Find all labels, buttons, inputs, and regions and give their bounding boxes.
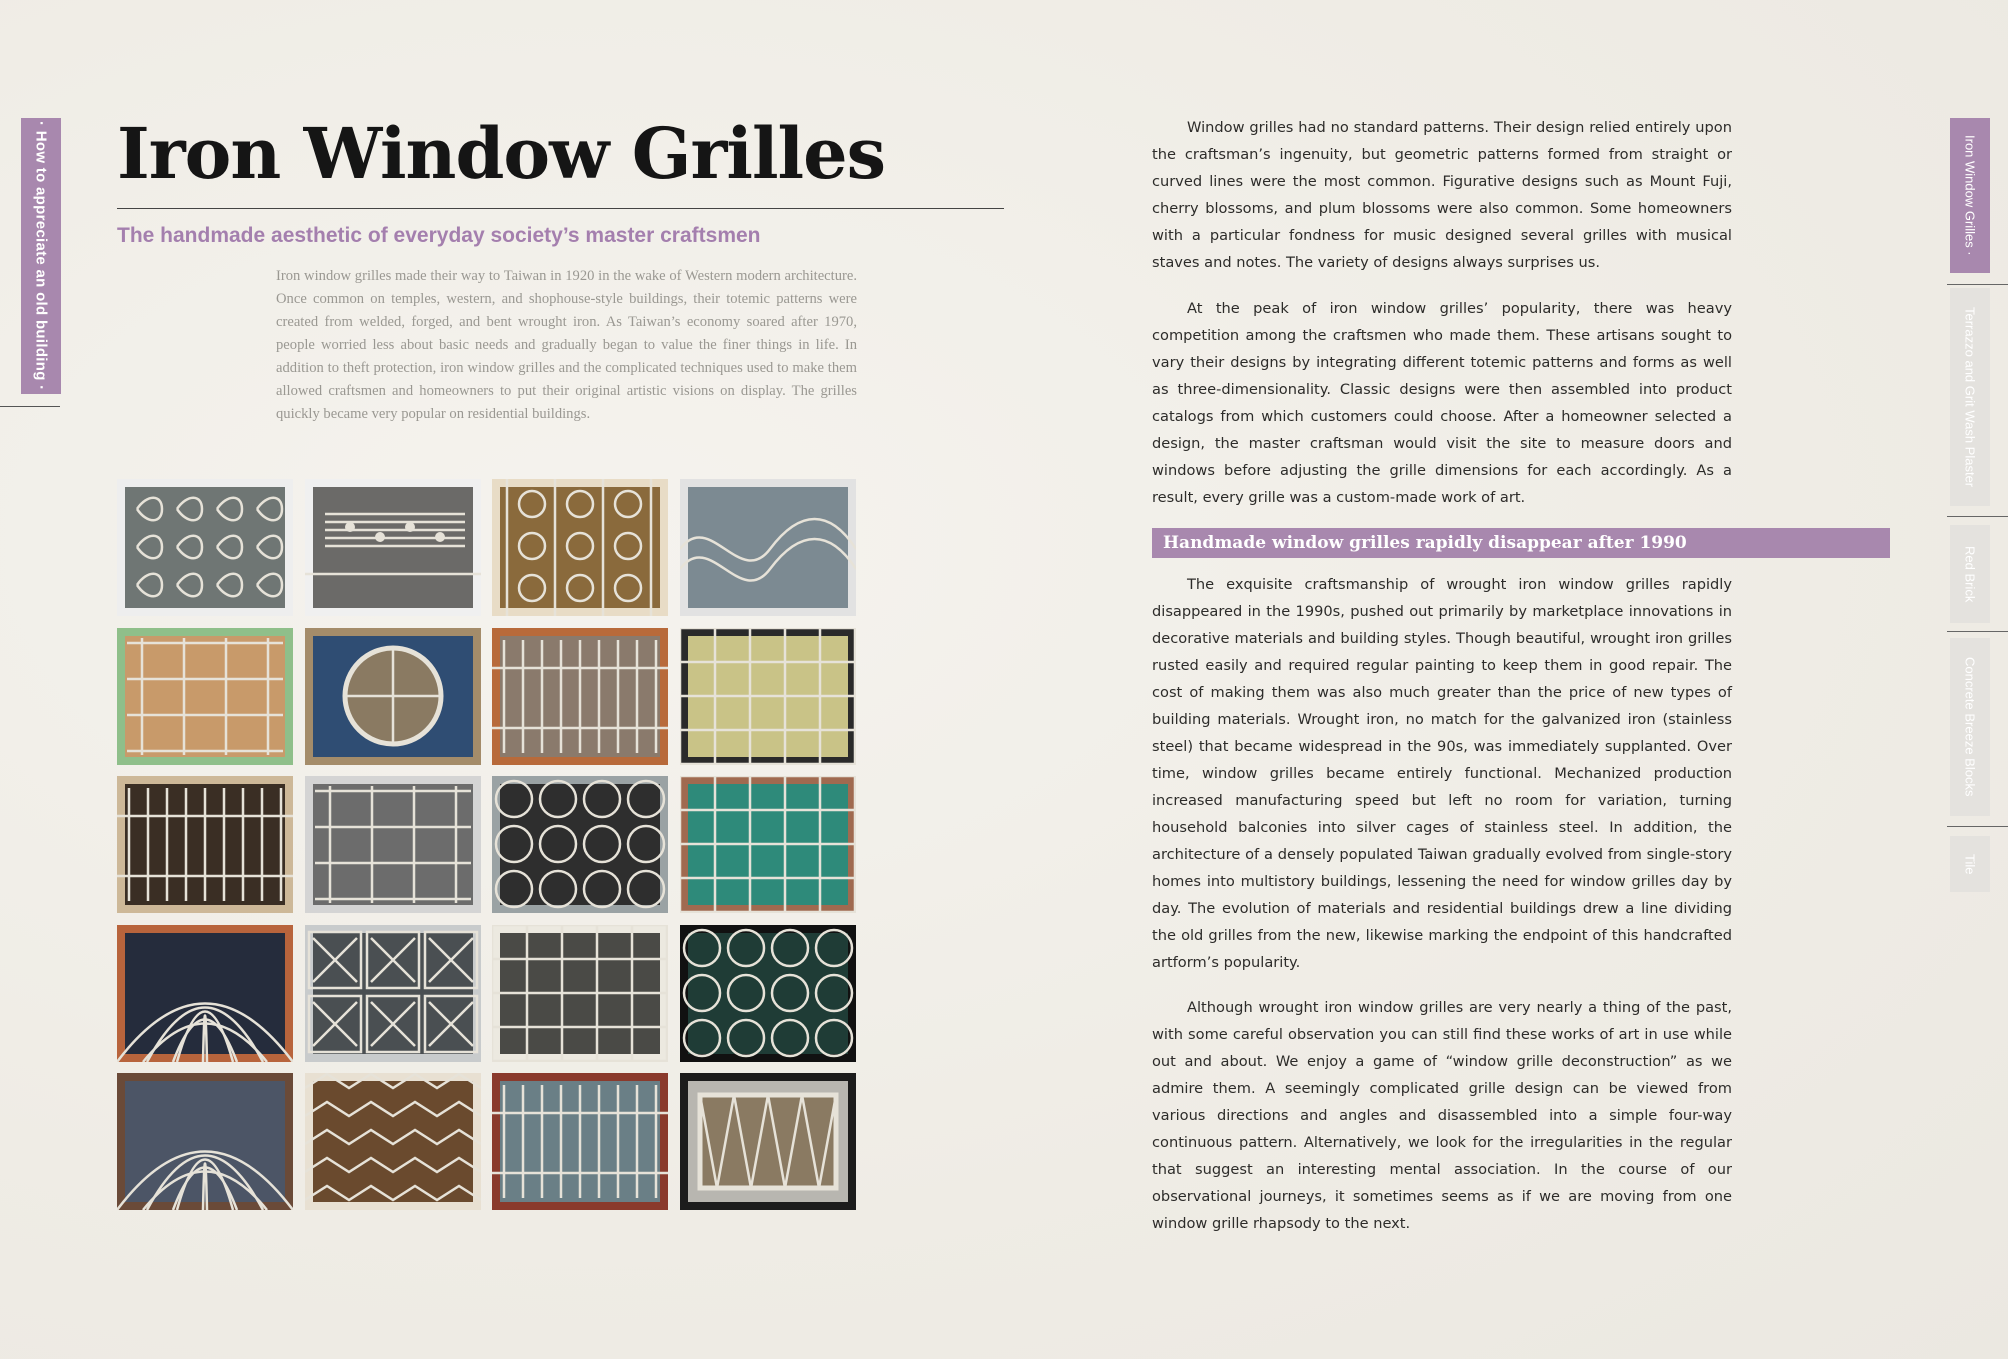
tab-label: Concrete Breeze Blocks	[1962, 657, 1978, 797]
tab-divider	[1947, 516, 2008, 517]
section-tab-left[interactable]	[21, 118, 61, 394]
body-paragraph-4: Although wrought iron window grilles are very nearly a thing of the past, with some careful observation you can still find these works of art in use while out and about. We enjoy a game of “window grille deconstruction” as we admire them. A seemingly complicated grille design can be viewed from various directions and angles and disassembled into a simple four-way continuous pattern. Alternatively, we look for the irregularities in the regular that suggest an interesting mental association. In the course of our observational journeys, it sometimes seems as if we are moving from one window grille rhapsody to the next.	[1152, 999, 1732, 1232]
body-paragraph-3: The exquisite craftsmanship of wrought iron window grilles rapidly disappeared in the 1990s, pushed out primarily by marketplace innovations in decorative materials and building styles. Though beautiful, wrought iron grilles rusted easily and required regular painting to keep them in good repair. The cost of making them was also much greater than the price of new types of building materials. Wrought iron, no match for the galvanized iron (stainless steel) that became widespread in the 90s, was immediately supplanted. Over time, window grilles became entirely functional. Mechanized production increased manufacturing speed but left no room for variation, turning household balconies into silver cages of stainless steel. In addition, the architecture of a densely populated Taiwan gradually evolved from single-story homes into multistory buildings, lessening the need for window grilles day by day. The evolution of materials and residential buildings drew a line dividing the old grilles from the new, likewise marking the endpoint of this handcrafted artform’s popularity.	[1152, 576, 1732, 971]
tab-label: Iron Window Grilles ·	[1962, 135, 1978, 256]
photo-grille-round-window	[305, 628, 481, 765]
tab-label: Red Brick	[1962, 545, 1978, 603]
tab-divider	[1947, 631, 2008, 632]
section-tab-left-label: · How to appreciate an old building ·	[32, 121, 50, 391]
photo-grille-zigzag-brown	[305, 1073, 481, 1210]
photo-grille-white-cross	[305, 925, 481, 1062]
title-divider	[117, 208, 1004, 209]
photo-grille-teal-tile	[680, 776, 856, 913]
body-paragraph-1: Window grilles had no standard patterns. Their design relied entirely upon the craftsman’s ingenuity, but geometric patterns formed from straight or curved lines were the most common. Figurative designs such as Mount Fuji, cherry blossoms, and plum blossoms were also common. Some homeowners with a particular fondness for music designed several grilles with musical staves and notes. The variety of designs always surprises us.	[1152, 119, 1732, 271]
photo-grille-balcony-red	[492, 1073, 668, 1210]
photo-grille-dancers	[680, 479, 856, 616]
photo-grille-circles-dark	[492, 776, 668, 913]
photo-grille-music-notes	[305, 479, 481, 616]
tab-breeze-blocks[interactable]	[1950, 638, 1990, 816]
tab-divider	[1947, 826, 2008, 827]
section-heading-bar	[1152, 528, 1890, 558]
tab-red-brick[interactable]	[1950, 525, 1990, 623]
tab-label: Terrazzo and Grit Wash Plaster	[1962, 306, 1978, 488]
tab-terrazzo[interactable]	[1950, 288, 1990, 506]
tab-iron-window-grilles[interactable]	[1950, 118, 1990, 273]
page-title: Iron Window Grilles	[117, 112, 886, 195]
photo-grille-spade-heart	[492, 628, 668, 765]
photo-grille-white-lattice	[305, 776, 481, 913]
photo-grille-white-balcony	[492, 925, 668, 1062]
photo-grille-green-loops	[680, 925, 856, 1062]
body-paragraph-2: At the peak of iron window grilles’ popularity, there was heavy competition among the craftsmen who made them. These artisans sought to vary their designs by integrating different totemic patterns and forms as well as three-dimensionality. Classic designs were then assembled into product catalogs from which customers could choose. After a homeowner selected a design, the master craftsman would visit the site to measure doors and windows before adjusting the grille dimensions for each accordingly. As a result, every grille was a custom-made work of art.	[1152, 300, 1732, 506]
photo-grille-scroll-green	[117, 479, 293, 616]
tab-divider	[1947, 284, 2008, 285]
photo-grille-diamond-frame	[680, 1073, 856, 1210]
left-tab-divider	[0, 406, 60, 407]
photo-grille-tan-bars	[117, 776, 293, 913]
tab-tile[interactable]	[1950, 836, 1990, 892]
photo-grille-sun-rays	[117, 925, 293, 1062]
photo-grille-abstract-bronze	[117, 1073, 293, 1210]
intro-paragraph: Iron window grilles made their way to Taiwan in 1920 in the wake of Western modern architecture. Once common on temples, western, and shophouse-style buildings, their totemic patterns were created from welded, forged, and bent wrought iron. As Taiwan’s economy soared after 1970, people worried less about basic needs and gradually began to value the finer things in life. In addition to theft protection, iron window grilles and the complicated techniques used to make them allowed craftsmen and homeowners to put their original artistic visions on display. The grilles quickly became very popular on residential buildings.	[276, 268, 857, 422]
section-heading: Handmade window grilles rapidly disappear after 1990	[1163, 533, 1687, 553]
photo-grille-plum-blossom	[492, 479, 668, 616]
photo-grille-green-frame	[117, 628, 293, 765]
tab-label: Tile	[1962, 853, 1978, 875]
photo-grille-yellow-tile	[680, 628, 856, 765]
page-subtitle: The handmade aesthetic of everyday society’s master craftsmen	[117, 224, 761, 247]
